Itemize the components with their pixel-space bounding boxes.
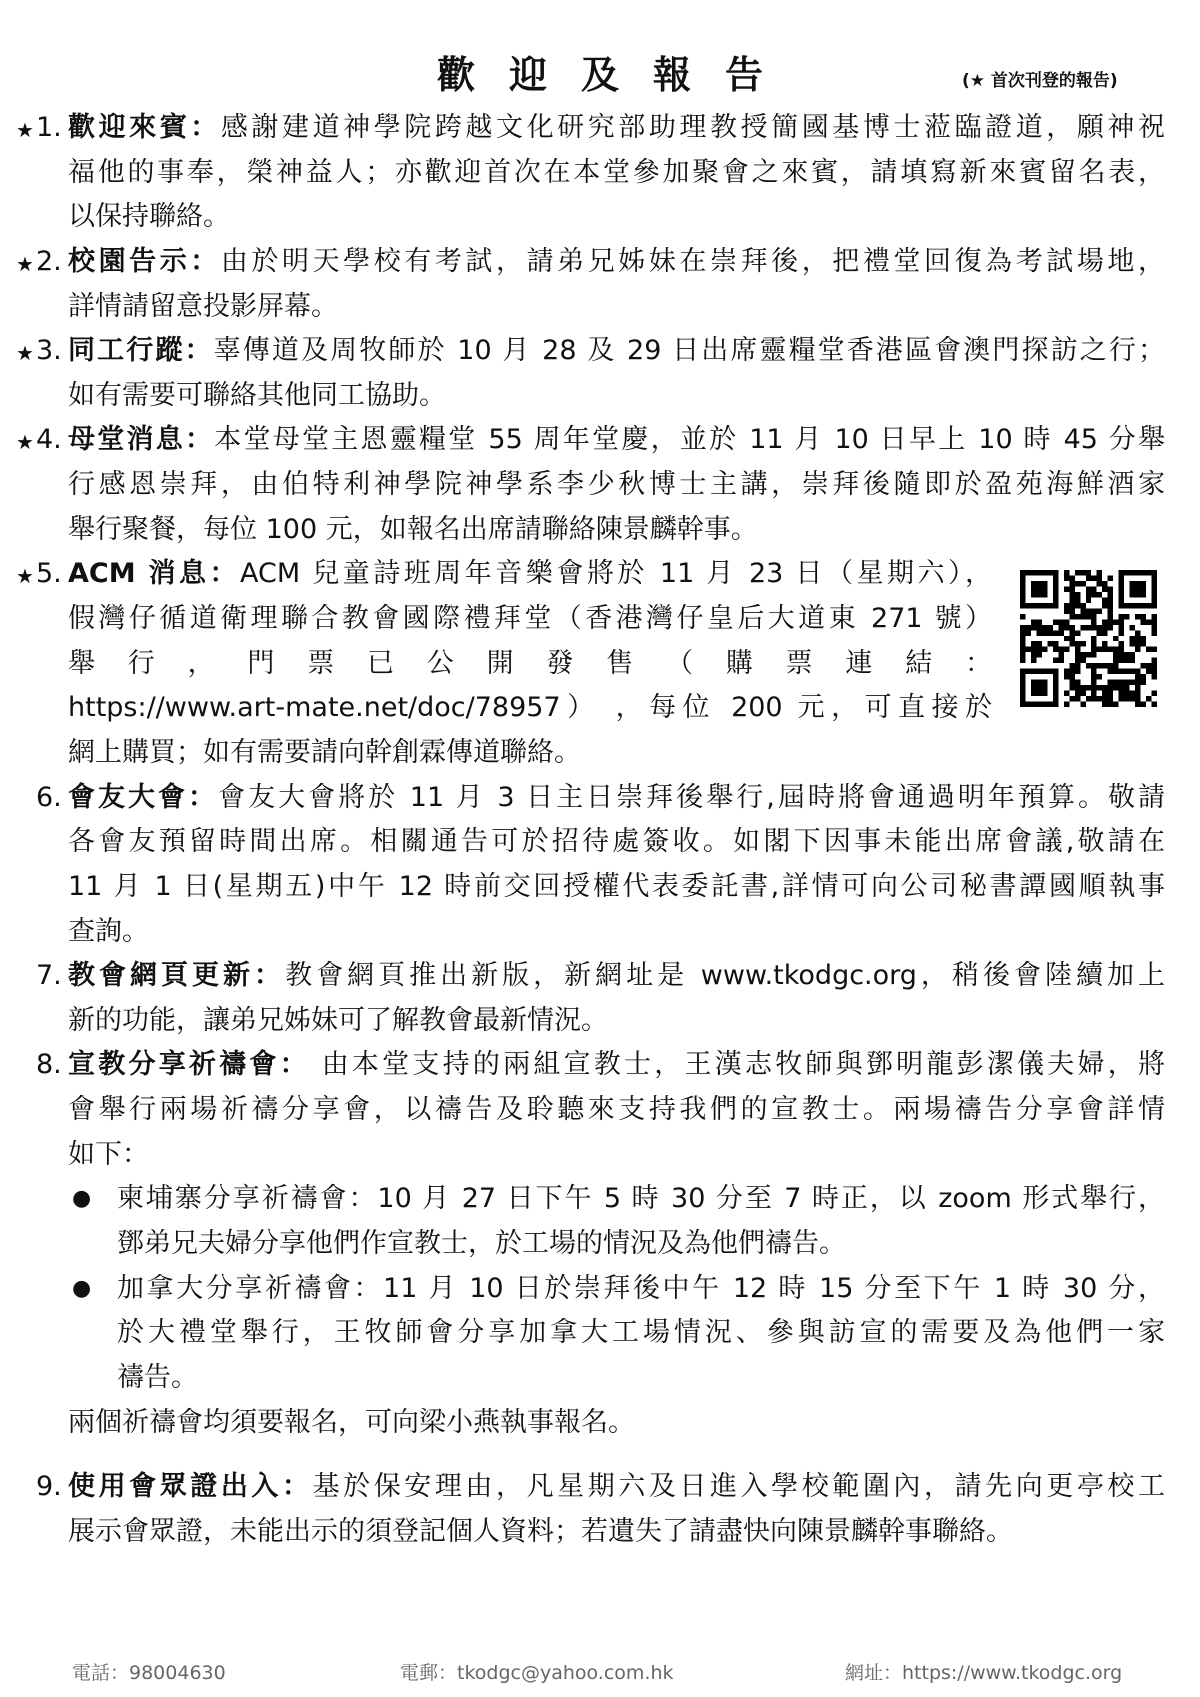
bullet-text: 於大禮堂舉行，王牧師會分享加拿大工場情況、參與訪宣的需要及為他們一家 [117, 1317, 1165, 1349]
item-number: 6. [36, 781, 62, 813]
footer-email[interactable]: 電郵：tkodgc@yahoo.com.hk [400, 1662, 674, 1684]
announcement-line [68, 1133, 1165, 1178]
item-number: 3. [36, 335, 62, 367]
item-text: 辜傳道及周牧師於 10 月 28 及 29 日出席靈糧堂香港區會澳門探訪之行； [213, 335, 1165, 367]
announcement-line [68, 285, 1165, 330]
item-number: 4. [36, 424, 62, 456]
item-text: ACM 兒童詩班周年音樂會將於 11 月 23 日（星期六）， [240, 558, 992, 590]
star-icon: ★ [16, 118, 34, 142]
item-text: 舉 行 ， 門 票 已 公 開 發 售 （ 購 票 連 結 ： [68, 647, 992, 679]
item-text: 福他的事奉，榮神益人；亦歡迎首次在本堂參加聚會之來賓，請填寫新來賓留名表， [68, 156, 1165, 188]
announcement-line [16, 418, 1166, 463]
bullet-dot-icon: ● [72, 1186, 92, 1212]
star-icon: ★ [16, 564, 34, 589]
announcement-line [68, 597, 992, 642]
bullet-text: 鄧弟兄夫婦分享他們作宣教士，於工場的情況及為他們禱告。 [117, 1228, 846, 1260]
item-text: 新的功能，讓弟兄姊妹可了解教會最新情況。 [68, 1004, 608, 1036]
announcement-line [68, 731, 1165, 776]
item-number: 5. [36, 558, 62, 590]
item-text: 各會友預留時間出席。相關通告可於招待處簽收。如閣下因事未能出席會議,敬請在 [68, 826, 1165, 858]
announcement-item [0, 954, 1200, 1043]
item-text: 由於明天學校有考試，請弟兄姊妹在崇拜後，把禮堂回復為考試場地， [220, 245, 1166, 277]
item-number: 9. [36, 1471, 62, 1503]
item-number: 1. [36, 112, 62, 143]
first-publication-note: (★ 首次刊登的報告) [962, 71, 1118, 91]
item-text: 教會網頁推出新版，新網址是 www.tkodgc.org，稍後會陸續加上 [285, 960, 1166, 992]
item-label: 校園告示： [68, 245, 221, 277]
bullet-line [117, 1222, 1165, 1267]
registration-note: 兩個祈禱會均須要報名，可向梁小燕執事報名。 [68, 1406, 635, 1438]
announcement-line [36, 954, 1166, 999]
bullet-dot-icon: ● [72, 1275, 92, 1301]
item-text: 本堂母堂主恩靈糧堂 55 周年堂慶，並於 11 月 10 日早上 10 時 45 分舉 [214, 424, 1166, 456]
announcement-item [0, 106, 1200, 240]
item-number: 7. [36, 960, 62, 992]
item-label: 使用會眾證出入： [68, 1471, 313, 1503]
footer-phone: 電話：98004630 [72, 1662, 226, 1684]
item-text: 假灣仔循道衛理聯合教會國際禮拜堂（香港灣仔皇后大道東 271 號） [68, 603, 992, 635]
announcement-line [16, 240, 1166, 285]
item-text: 行感恩崇拜，由伯特利神學院神學系李少秋博士主講，崇拜後隨即於盈苑海鮮酒家 [68, 469, 1165, 501]
item-label: 歡迎來賓： [68, 112, 221, 143]
bullet-line [117, 1356, 1165, 1401]
announcement-line [68, 195, 1165, 240]
announcement-item [0, 418, 1200, 552]
announcement-item [0, 776, 1200, 955]
star-icon: ★ [16, 341, 34, 366]
star-icon: ★ [16, 251, 34, 276]
item-label: 母堂消息： [68, 424, 215, 456]
item-text: 網上購買；如有需要請向幹創霖傳道聯絡。 [68, 736, 581, 768]
item-text: 展示會眾證，未能出示的須登記個人資料；若遺失了請盡快向陳景麟幹事聯絡。 [68, 1515, 1013, 1547]
announcements-list [0, 106, 1200, 1555]
announcement-line [36, 776, 1165, 821]
footer-website[interactable]: 網址：https://www.tkodgc.org [845, 1662, 1123, 1684]
announcement-line [68, 820, 1165, 865]
bullet-text: 柬埔寨分享祈禱會：10 月 27 日下午 5 時 30 分至 7 時正，以 zoom 形式舉行， [117, 1183, 1165, 1215]
item-text: 詳情請留意投影屏幕。 [68, 290, 338, 322]
item-text: 如有需要可聯絡其他同工協助。 [68, 379, 446, 411]
bullet-text: 加拿大分享祈禱會：11 月 10 日於崇拜後中午 12 時 15 分至下午 1 時 30 分， [117, 1272, 1165, 1304]
item-text: 以保持聯絡。 [68, 201, 230, 233]
announcement-item [0, 1043, 1200, 1177]
item-label: 宣教分享祈禱會： [68, 1049, 310, 1081]
item-label: 教會網頁更新： [68, 960, 286, 992]
item-text: 如下： [68, 1138, 149, 1170]
announcement-line [68, 910, 1165, 955]
item-text: 11 月 1 日(星期五)中午 12 時前交回授權代表委託書,詳情可向公司秘書譚國順執事 [68, 870, 1165, 902]
item-number: 2. [36, 245, 62, 277]
bullet-item [0, 1267, 1200, 1401]
item-text: 舉行聚餐，每位 100 元，如報名出席請聯絡陳景麟幹事。 [68, 513, 758, 545]
announcement-line [68, 508, 1165, 553]
announcement-line [68, 1088, 1165, 1133]
bullet-item [0, 1177, 1200, 1266]
announcement-line [68, 642, 992, 687]
announcement-item [0, 1465, 1200, 1554]
announcement-line [68, 374, 1165, 419]
announcement-line [16, 106, 1166, 151]
announcement-line [68, 686, 992, 731]
item-text: 基於保安理由，凡星期六及日進入學校範圍內，請先向更亭校工 [312, 1471, 1166, 1503]
announcement-item [0, 329, 1200, 418]
announcement-line [36, 1465, 1166, 1510]
item-text: 會舉行兩場祈禱分享會，以禱告及聆聽來支持我們的宣教士。兩場禱告分享會詳情 [68, 1094, 1165, 1126]
bullet-text: 禱告。 [117, 1361, 198, 1393]
announcement-line [68, 151, 1165, 196]
announcement-line [16, 329, 1165, 374]
announcement-line [36, 1043, 1165, 1088]
item-label: ACM 消息： [68, 558, 241, 590]
qr-code-icon[interactable] [1020, 570, 1157, 707]
item-number: 8. [36, 1049, 62, 1081]
item-text: 查詢。 [68, 915, 149, 947]
page-title: 歡迎及報告 [436, 53, 797, 97]
announcement-line [68, 463, 1165, 508]
item-label: 同工行蹤： [68, 335, 214, 367]
bullet-line [72, 1177, 1165, 1222]
announcement-line [16, 552, 992, 597]
bullet-line [117, 1311, 1165, 1356]
announcement-line [68, 1510, 1165, 1555]
item-text: 由本堂支持的兩組宣教士，王漢志牧師與鄧明龍彭潔儀夫婦，將 [309, 1049, 1165, 1081]
item-text: https://www.art-mate.net/doc/78957） ，每位 200 元，可直接於 [68, 692, 992, 724]
item-text: 感謝建道神學院跨越文化研究部助理教授簡國基博士蒞臨證道，願神祝 [220, 112, 1166, 143]
announcement-line [68, 999, 1165, 1044]
item-text: 會友大會將於 11 月 3 日主日崇拜後舉行,屆時將會通過明年預算。敬請 [218, 781, 1165, 813]
bullet-line [72, 1267, 1165, 1312]
item-label: 會友大會： [68, 781, 219, 813]
announcement-item [0, 240, 1200, 329]
star-icon: ★ [16, 430, 34, 455]
announcement-line [68, 865, 1165, 910]
